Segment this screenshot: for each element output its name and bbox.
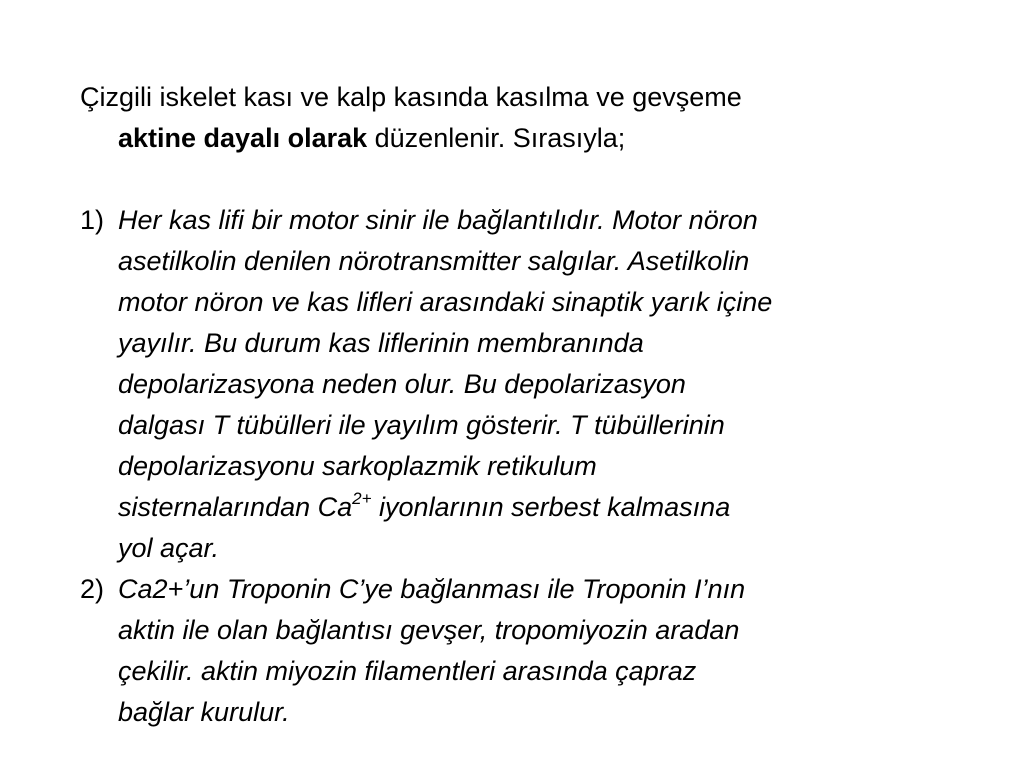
intro-line-2 [80, 118, 950, 159]
list-item-2-line-4: bağlar kurulur. [118, 697, 290, 727]
intro-bold-phrase: aktine dayalı olarak [118, 123, 368, 153]
calcium-charge-superscript: 2+ [352, 489, 372, 508]
list-item-1-line-7: depolarizasyonu sarkoplazmik retikulum [118, 451, 597, 481]
intro-line-1: Çizgili iskelet kası ve kalp kasında kasılma ve gevşeme [80, 82, 742, 112]
intro-paragraph [80, 77, 950, 159]
list-item-1-line-1: Her kas lifi bir motor sinir ile bağlantılıdır. Motor nöron [118, 205, 758, 235]
list-item-1-number: 1) [80, 205, 105, 235]
list-item-2 [80, 569, 960, 733]
intro-line-2-rest: düzenlenir. Sırasıyla; [367, 123, 626, 153]
list-item-1-line-4: yayılır. Bu durum kas liflerinin membranında [118, 328, 644, 358]
list-item-1-line-2: asetilkolin denilen nörotransmitter salgılar. Asetilkolin [118, 246, 750, 276]
list-item-1-line-9: yol açar. [118, 533, 220, 563]
list-item-1-line-8 [118, 487, 960, 528]
list-item-1 [80, 200, 960, 569]
list-item-2-line-1: Ca2+’un Troponin C’ye bağlanması ile Troponin I’nın [118, 574, 746, 604]
numbered-list [80, 200, 960, 733]
list-item-1-line-3: motor nöron ve kas lifleri arasındaki sinaptik yarık içine [118, 287, 773, 317]
list-item-1-line-5: depolarizasyona neden olur. Bu depolarizasyon [118, 369, 686, 399]
list-item-1-line-6: dalgası T tübülleri ile yayılım gösterir. T tübüllerinin [118, 410, 725, 440]
list-item-2-number: 2) [80, 574, 105, 604]
list-item-2-line-2: aktin ile olan bağlantısı gevşer, tropomiyozin aradan [118, 615, 740, 645]
line-8-text-before: sisternalarından Ca [118, 492, 353, 522]
list-item-2-line-3: çekilir. aktin miyozin filamentleri arasında çapraz [118, 656, 697, 686]
line-8-text-after: iyonlarının serbest kalmasına [371, 492, 731, 522]
